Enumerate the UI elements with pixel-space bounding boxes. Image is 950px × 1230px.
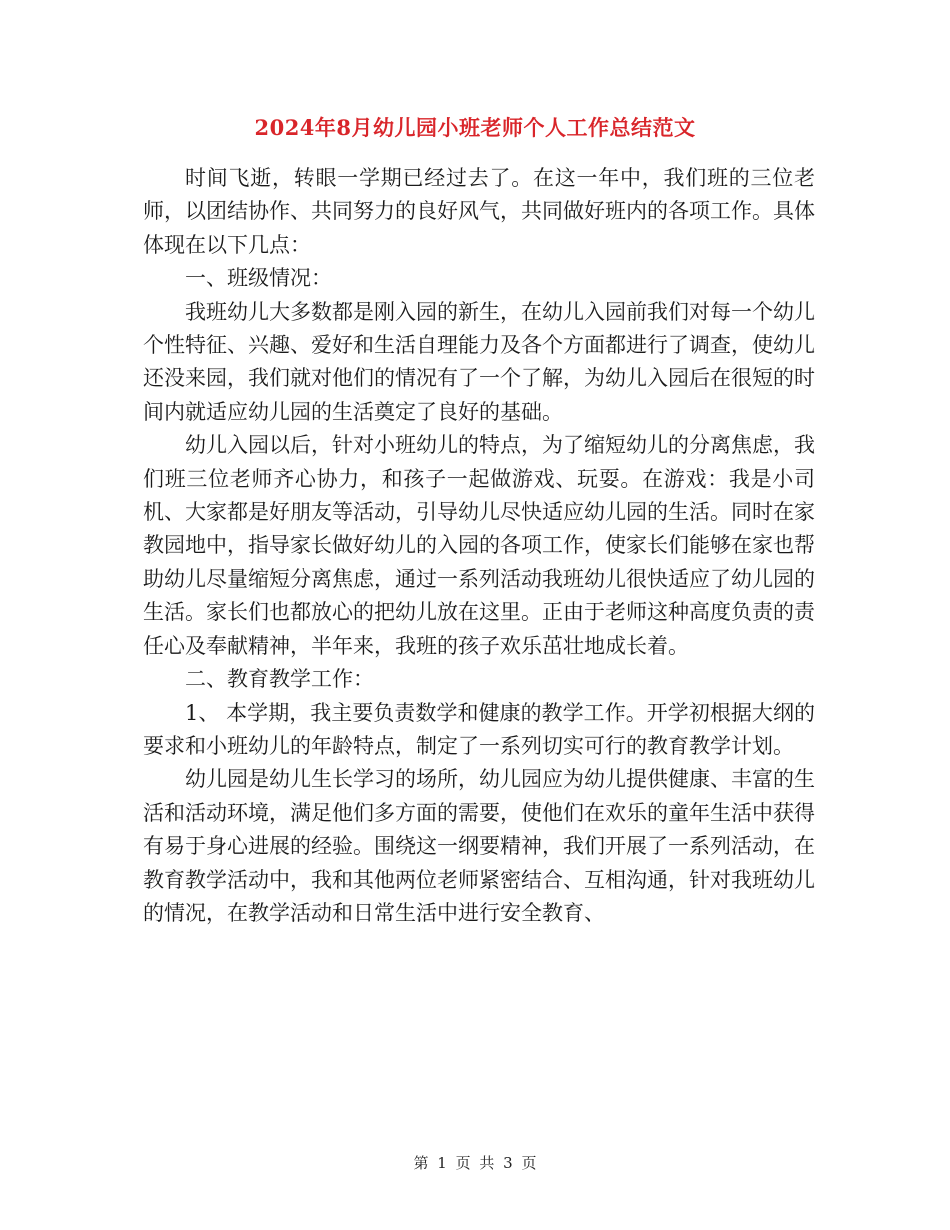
page-number-footer: 第 1 页 共 3 页 <box>413 1154 537 1172</box>
paragraph-intro: 时间飞逝，转眼一学期已经过去了。在这一年中，我们班的三位老师，以团结协作、共同努力的良好风气，共同做好班内的各项工作。具体体现在以下几点： <box>143 166 815 257</box>
document-title: 2024年8月幼儿园小班老师个人工作总结范文 <box>254 115 696 140</box>
document-body <box>143 162 815 930</box>
paragraph-class-situation: 我班幼儿大多数都是刚入园的新生，在幼儿入园前我们对每一个幼儿个性特征、兴趣、爱好和生活自理能力及各个方面都进行了调查，使幼儿还没来园，我们就对他们的情况有了一个了解，为幼儿入园后在很短的时间内就适应幼儿园的生活奠定了良好的基础。 <box>143 299 815 424</box>
section-heading-teaching-work: 二、教育教学工作： <box>185 667 374 692</box>
paragraph-teaching-item-1: 1、 本学期，我主要负责数学和健康的教学工作。开学初根据大纲的要求和小班幼儿的年龄特点，制定了一系列切实可行的教育教学计划。 <box>143 700 815 758</box>
paragraph-kindergarten-environment: 幼儿园是幼儿生长学习的场所，幼儿园应为幼儿提供健康、丰富的生活和活动环境，满足他们多方面的需要，使他们在欢乐的童年生活中获得有易于身心进展的经验。围绕这一纲要精神，我们开展了一系列活动，在教育教学活动中，我和其他两位老师紧密结合、互相沟通，针对我班幼儿的情况，在教学活动和日常生活中进行安全教育、 <box>143 767 815 925</box>
paragraph-after-enrollment: 幼儿入园以后，针对小班幼儿的特点，为了缩短幼儿的分离焦虑，我们班三位老师齐心协力，和孩子一起做游戏、玩耍。在游戏：我是小司机、大家都是好朋友等活动，引导幼儿尽快适应幼儿园的生活。同时在家教园地中，指导家长做好幼儿的入园的各项工作，使家长们能够在家也帮助幼儿尽量缩短分离焦虑，通过一系列活动我班幼儿很快适应了幼儿园的生活。家长们也都放心的把幼儿放在这里。正由于老师这种高度负责的责任心及奉献精神，半年来，我班的孩子欢乐茁壮地成长着。 <box>143 433 815 658</box>
section-heading-class-situation: 一、班级情况： <box>185 266 332 291</box>
